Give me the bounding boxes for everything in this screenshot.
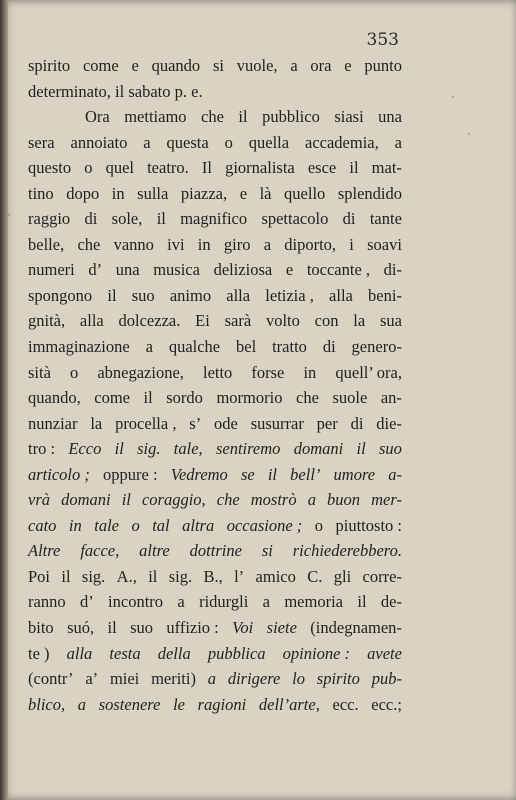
word: sig. [168, 566, 193, 586]
italic-word: mostrò [250, 490, 297, 510]
italic-word: a [77, 694, 87, 714]
word: il [238, 107, 248, 127]
word: tratto [272, 337, 307, 357]
word: die- [376, 413, 402, 433]
word: tino [28, 183, 54, 203]
word: gnità, [28, 311, 66, 331]
word: il [107, 285, 117, 305]
word: il [61, 566, 71, 586]
word: oppure : [103, 464, 158, 484]
word: o [224, 132, 233, 152]
italic-word: altra [182, 515, 215, 535]
italic-word: si [261, 541, 273, 561]
word: ecc. [332, 694, 359, 714]
italic-word: sentiremo [215, 439, 281, 459]
text-line [28, 513, 402, 539]
italic-word: tale, [173, 439, 203, 459]
italic-word: il [267, 464, 278, 484]
italic-word: cato [28, 515, 57, 535]
text-line [28, 411, 402, 437]
word: Il [201, 158, 212, 178]
word: qualche [168, 337, 221, 357]
word: incontro [108, 592, 164, 612]
word: spettacolo [261, 209, 329, 229]
word: magnifico [180, 209, 248, 229]
italic-word: della [157, 643, 191, 663]
word: suole [332, 388, 368, 408]
word: procella , [115, 413, 177, 433]
word: e [285, 260, 294, 280]
word: sarà [224, 311, 252, 331]
italic-word: tale [94, 515, 119, 535]
paper-speck [8, 214, 10, 216]
word: o [314, 515, 324, 535]
italic-word: suo [378, 439, 402, 459]
word: il [148, 566, 158, 586]
italic-word: il [356, 439, 366, 459]
word: ridurgli [199, 592, 249, 612]
word: letizia , [265, 285, 314, 305]
word: volto [265, 311, 300, 331]
word: sulla [137, 183, 169, 203]
word: quando, [28, 388, 81, 408]
word: di [350, 413, 364, 433]
text-line [28, 181, 402, 207]
text-line [28, 283, 402, 309]
word: punto [364, 56, 402, 75]
text-line [28, 232, 402, 258]
word: come [94, 388, 130, 408]
italic-word: Ecco [68, 439, 102, 459]
text-line [28, 589, 402, 615]
word: teatro. [147, 158, 189, 178]
word: di- [383, 260, 402, 280]
word: spirito [28, 56, 71, 75]
word: per [316, 413, 338, 433]
italic-word: il [121, 490, 131, 510]
word: il [357, 592, 367, 612]
word: ora [310, 56, 332, 75]
italic-word: in [68, 515, 82, 535]
italic-word: bell’ [290, 464, 321, 484]
text-line [28, 155, 402, 181]
text-line [28, 385, 402, 411]
word: in [111, 183, 125, 203]
word: bel [236, 337, 257, 357]
italic-word: lo [292, 669, 305, 689]
italic-word: testa [109, 643, 141, 663]
word: accademia, [305, 132, 379, 152]
word: ode [214, 413, 238, 433]
word: di [342, 209, 356, 229]
word: dolcezza. [118, 311, 181, 331]
word: ivi [167, 234, 185, 254]
text-line [28, 308, 402, 334]
word: piazza, [180, 183, 228, 203]
word: quello [284, 183, 326, 203]
italic-word: o [131, 515, 140, 535]
word: questa [166, 132, 209, 152]
italic-word: le [173, 694, 185, 714]
word: uffizio : [166, 618, 219, 638]
word: tro : [28, 439, 56, 459]
word: a [145, 337, 153, 357]
word: letto [202, 362, 233, 382]
word: sità [28, 362, 51, 382]
italic-word: Altre [28, 541, 61, 561]
paper-speck [468, 133, 470, 135]
word: splendido [337, 183, 402, 203]
italic-word: opinione : [282, 643, 351, 663]
word: d’ [88, 260, 103, 280]
word: a [290, 56, 298, 75]
italic-word: domani [293, 439, 344, 459]
word: musica [153, 260, 200, 280]
word: miei [109, 669, 140, 689]
word: là [259, 183, 272, 203]
text-line [28, 53, 402, 79]
word: giornalista [225, 158, 295, 178]
word: sua [379, 311, 402, 331]
text-line [28, 692, 402, 718]
word: la [353, 311, 366, 331]
text-line [28, 257, 402, 283]
italic-word: facce, [80, 541, 120, 561]
italic-word: se [240, 464, 255, 484]
text-line [28, 360, 402, 386]
word: i [349, 234, 354, 254]
text-line [28, 666, 402, 692]
word: suo [131, 285, 155, 305]
word: quella [248, 132, 290, 152]
word: piuttosto : [335, 515, 402, 535]
word: abnegazione, [97, 362, 184, 382]
italic-word: coraggio, [141, 490, 206, 510]
text-line [28, 436, 402, 462]
word: amico [255, 566, 296, 586]
word: corre- [362, 566, 402, 586]
body-text [28, 53, 402, 717]
italic-word: alla [66, 643, 93, 663]
word: a [263, 234, 272, 254]
word: sig. [81, 566, 106, 586]
word: bito [28, 618, 54, 638]
italic-word: occasione ; [226, 515, 303, 535]
word: pubblico [262, 107, 320, 127]
word: con [314, 311, 339, 331]
word: immaginazione [28, 337, 130, 357]
italic-word: altre [139, 541, 170, 561]
italic-word: richiederebbero. [292, 541, 402, 561]
word: quel [105, 158, 134, 178]
italic-word: a- [388, 464, 402, 484]
italic-word: sostenere [98, 694, 161, 714]
word: animo [169, 285, 212, 305]
word: tante [369, 209, 402, 229]
word: che [201, 107, 224, 127]
word: esce [307, 158, 337, 178]
word: beni- [368, 285, 402, 305]
word: alla [226, 285, 251, 305]
word: o [70, 362, 79, 382]
italic-word: articolo ; [28, 464, 90, 484]
italic-word: vrà [28, 490, 50, 510]
text-line [28, 615, 402, 641]
text-line [28, 538, 402, 564]
word: a [262, 592, 270, 612]
word: suó, [67, 618, 95, 638]
text-line [28, 487, 402, 513]
word: o [84, 158, 93, 178]
word: vanno [113, 234, 154, 254]
italic-word: a [307, 490, 316, 510]
italic-word: mer- [371, 490, 402, 510]
word: A., [116, 566, 137, 586]
word: sordo [166, 388, 203, 408]
word: il [143, 388, 153, 408]
word: s’ [189, 413, 202, 433]
word: una [378, 107, 402, 127]
word: in [303, 362, 317, 382]
word: il [156, 209, 166, 229]
word: l’ [234, 566, 245, 586]
text-line [28, 564, 402, 590]
word: determinato, il sabato p. e. [28, 81, 203, 101]
italic-word: Vedremo [170, 464, 228, 484]
word: forse [251, 362, 285, 382]
text-line [28, 206, 402, 232]
word: che [296, 388, 319, 408]
word: sera [28, 132, 55, 152]
italic-word: dell’arte, [258, 694, 320, 714]
word: si [212, 56, 224, 75]
italic-word: Voi [232, 618, 254, 638]
text-line [28, 79, 402, 105]
italic-word: buon [327, 490, 361, 510]
word: sole, [111, 209, 143, 229]
word: che [77, 234, 101, 254]
word: e [344, 56, 352, 75]
page-spine-shadow [0, 0, 8, 800]
word: diporto, [284, 234, 337, 254]
word: in [197, 234, 211, 254]
italic-word: avete [367, 643, 402, 663]
word: dopo [66, 183, 100, 203]
word: e [239, 183, 248, 203]
word: e [131, 56, 139, 75]
word: a [143, 132, 151, 152]
word: memoria [284, 592, 343, 612]
word: toccante , [306, 260, 371, 280]
word: de- [380, 592, 402, 612]
word: a [394, 132, 402, 152]
text-line [28, 641, 402, 667]
word: numeri [28, 260, 75, 280]
word: an- [380, 388, 402, 408]
word: genero- [351, 337, 402, 357]
word: Poi [28, 566, 51, 586]
italic-word: il [114, 439, 124, 459]
text-line [28, 462, 402, 488]
word: (contr’ [28, 669, 74, 689]
word: (indegnamen- [310, 618, 402, 638]
word: annoiato [70, 132, 128, 152]
word: il [107, 618, 117, 638]
italic-word: sig. [137, 439, 161, 459]
word: suo [130, 618, 153, 638]
word: deliziosa [213, 260, 273, 280]
word: spongono [28, 285, 93, 305]
italic-word: dirigere [227, 669, 281, 689]
italic-word: umore [333, 464, 376, 484]
word: gli [333, 566, 352, 586]
word: susurrar [250, 413, 304, 433]
word: a [177, 592, 185, 612]
word: il [349, 158, 359, 178]
word: Ei [195, 311, 210, 331]
italic-word: ragioni [197, 694, 247, 714]
word: C. [307, 566, 323, 586]
word: quando [151, 56, 201, 75]
italic-word: domani [61, 490, 111, 510]
word: nunziar [28, 413, 78, 433]
word: giro [223, 234, 251, 254]
word: te ) [28, 643, 50, 663]
word: una [115, 260, 140, 280]
word: vuole, [236, 56, 278, 75]
word: soavi [367, 234, 402, 254]
word: quell’ ora, [335, 362, 402, 382]
word: Ora [85, 107, 110, 127]
italic-word: a [207, 669, 217, 689]
text-line [28, 334, 402, 360]
word: meriti) [151, 669, 196, 689]
word: alla [329, 285, 353, 305]
word: d’ [79, 592, 94, 612]
paper-speck [452, 96, 454, 98]
word: di [322, 337, 336, 357]
word: ranno [28, 592, 66, 612]
word: mat- [371, 158, 402, 178]
word: ecc.; [371, 694, 402, 714]
italic-word: tal [152, 515, 170, 535]
word: alla [79, 311, 104, 331]
italic-word: dottrine [189, 541, 242, 561]
word: B., [203, 566, 223, 586]
word: a’ [85, 669, 99, 689]
word: siasi [334, 107, 364, 127]
text-line [28, 130, 402, 156]
word: la [90, 413, 103, 433]
italic-word: spirito [316, 669, 360, 689]
word: questo [28, 158, 72, 178]
italic-word: pubblica [207, 643, 266, 663]
word: mormorio [216, 388, 283, 408]
word: mettiamo [124, 107, 187, 127]
word: raggio [28, 209, 71, 229]
italic-word: blico, [28, 694, 66, 714]
page-number: 353 [366, 30, 399, 50]
italic-word: pub- [371, 669, 402, 689]
word: belle, [28, 234, 65, 254]
word: di [84, 209, 98, 229]
word: come [82, 56, 119, 75]
italic-word: siete [266, 618, 297, 638]
italic-word: che [216, 490, 240, 510]
text-line [28, 104, 402, 130]
